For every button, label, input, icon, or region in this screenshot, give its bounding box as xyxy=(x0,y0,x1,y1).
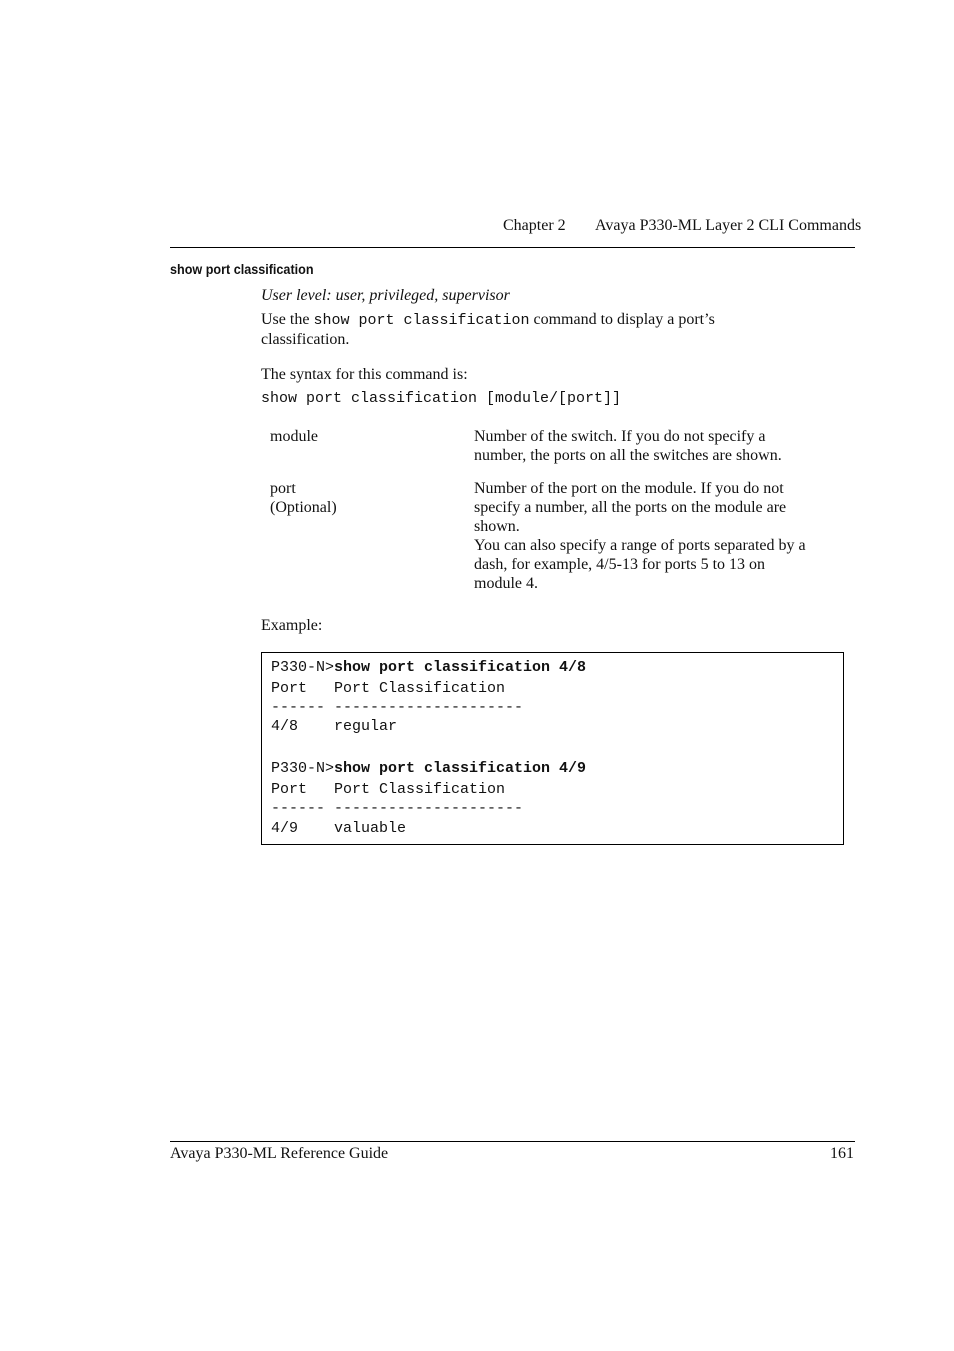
param-desc-line: dash, for example, 4/5-13 for ports 5 to 13 on xyxy=(474,556,766,573)
param-name-line: (Optional) xyxy=(270,499,337,516)
param-module-name xyxy=(270,427,460,446)
intro-paragraph xyxy=(261,310,821,349)
intro-prefix: Use the xyxy=(261,311,314,328)
param-desc-line: Number of the port on the module. If you do not xyxy=(474,480,784,497)
code-line: 4/9 valuable xyxy=(271,820,407,837)
code-line: 4/8 regular xyxy=(271,718,398,735)
param-desc-line: number, the ports on all the switches are shown. xyxy=(474,447,782,464)
code-line xyxy=(271,659,586,677)
param-desc-line: Number of the switch. If you do not specify a xyxy=(474,428,766,445)
intro-line2: classification. xyxy=(261,331,350,348)
code-command: show port classification 4/9 xyxy=(334,760,587,777)
footer-page-number: 161 xyxy=(830,1145,854,1162)
header-title: Avaya P330-ML Layer 2 CLI Commands xyxy=(595,217,862,234)
code-line: Port Port Classification xyxy=(271,781,506,798)
code-command: show port classification 4/8 xyxy=(334,659,587,676)
param-desc-line: shown. xyxy=(474,518,520,535)
param-desc-line: You can also specify a range of ports separated by a xyxy=(474,537,806,554)
code-line: ------ --------------------- xyxy=(271,800,524,817)
header-rule xyxy=(170,247,855,248)
footer-rule xyxy=(170,1141,855,1142)
param-port-desc xyxy=(474,479,846,593)
intro-command: show port classification xyxy=(313,312,530,329)
code-prompt: P330-N> xyxy=(271,760,335,777)
example-label: Example: xyxy=(261,617,323,634)
user-level: User level: user, privileged, supervisor xyxy=(261,287,510,304)
param-name-line: port xyxy=(270,480,296,497)
param-desc-line: specify a number, all the ports on the module are xyxy=(474,499,787,516)
footer-guide-title: Avaya P330-ML Reference Guide xyxy=(170,1145,389,1162)
param-name-line: module xyxy=(270,428,318,445)
param-desc-line: module 4. xyxy=(474,575,538,592)
code-prompt: P330-N> xyxy=(271,659,335,676)
code-line: Port Port Classification xyxy=(271,680,506,697)
intro-suffix: command to display a port’s xyxy=(529,311,715,328)
syntax-command: show port classification [module/[port]] xyxy=(261,390,622,407)
syntax-lead: The syntax for this command is: xyxy=(261,366,468,383)
header-chapter: Chapter 2 xyxy=(503,217,566,234)
example-code-box xyxy=(261,652,844,845)
param-port-name xyxy=(270,479,460,517)
code-line xyxy=(271,760,586,778)
code-line: ------ --------------------- xyxy=(271,699,524,716)
section-heading: show port classification xyxy=(170,261,314,277)
param-module-desc xyxy=(474,427,846,465)
